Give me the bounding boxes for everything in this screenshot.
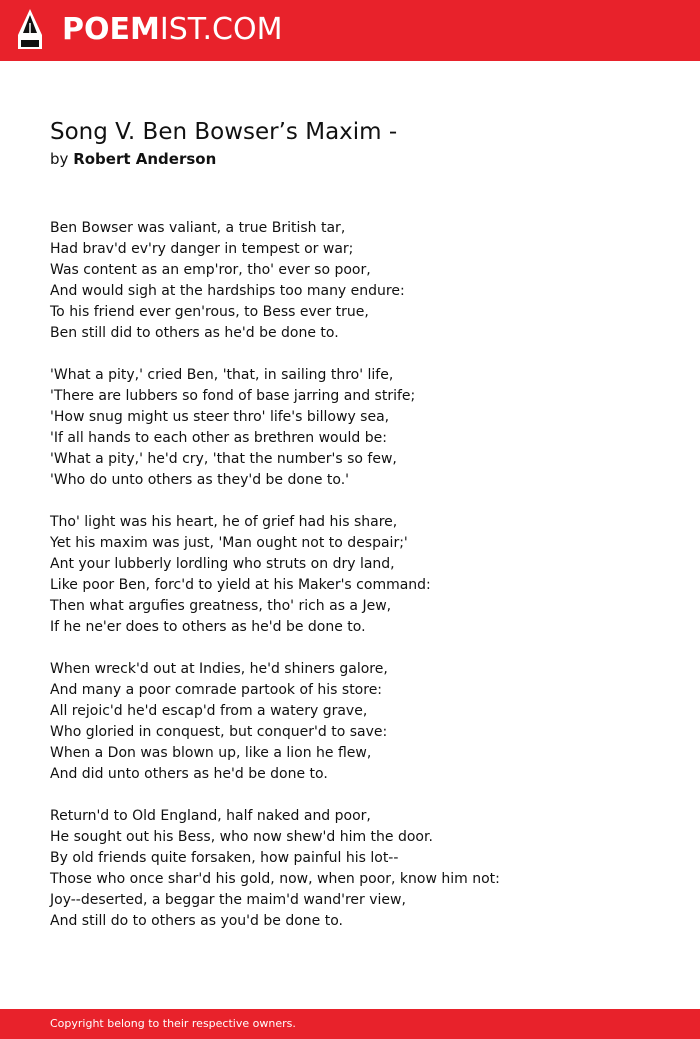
copyright-notice: Copyright belong to their respective owners. — [50, 1017, 296, 1030]
poem-line: And would sigh at the hardships too many endure: — [50, 283, 405, 299]
stanza — [50, 659, 670, 785]
pen-nib-logo-icon — [17, 9, 43, 51]
poem-line: 'There are lubbers so fond of base jarring and strife; — [50, 388, 416, 404]
poem-byline — [50, 148, 216, 170]
poem-line: 'What a pity,' cried Ben, 'that, in sailing thro' life, — [50, 367, 394, 383]
poem-line: And still do to others as you'd be done to. — [50, 913, 343, 929]
poem-line: 'If all hands to each other as brethren would be: — [50, 430, 387, 446]
poem-line: 'What a pity,' he'd cry, 'that the number's so few, — [50, 451, 397, 467]
logo-light-text: IST.COM — [159, 12, 283, 47]
poem-line: Yet his maxim was just, 'Man ought not to despair;' — [50, 535, 408, 551]
poem-line: Joy--deserted, a beggar the maim'd wand'rer view, — [50, 892, 406, 908]
poem-line: 'How snug might us steer thro' life's billowy sea, — [50, 409, 390, 425]
poem-line: All rejoic'd he'd escap'd from a watery grave, — [50, 703, 368, 719]
poem-body — [50, 218, 670, 953]
poem-line: Had brav'd ev'ry danger in tempest or war; — [50, 241, 354, 257]
stanza — [50, 365, 670, 491]
poem-line: Ben still did to others as he'd be done to. — [50, 325, 339, 341]
poem-line: Like poor Ben, forc'd to yield at his Maker's command: — [50, 577, 431, 593]
stanza — [50, 806, 670, 932]
stanza — [50, 218, 670, 344]
poem-line: When a Don was blown up, like a lion he flew, — [50, 745, 372, 761]
poem-line: Ant your lubberly lordling who struts on dry land, — [50, 556, 395, 572]
author-name: Robert Anderson — [73, 150, 217, 168]
poem-line: Those who once shar'd his gold, now, when poor, know him not: — [50, 871, 500, 887]
poem-line: When wreck'd out at Indies, he'd shiners galore, — [50, 661, 388, 677]
poem-line: And many a poor comrade partook of his store: — [50, 682, 383, 698]
poem-line: Ben Bowser was valiant, a true British tar, — [50, 220, 346, 236]
site-footer — [0, 1009, 700, 1039]
stanza — [50, 512, 670, 638]
logo-bold-text: POEM — [62, 12, 160, 47]
poem-line: And did unto others as he'd be done to. — [50, 766, 328, 782]
by-label: by — [50, 150, 69, 168]
poem-line: To his friend ever gen'rous, to Bess ever true, — [50, 304, 369, 320]
poem-line: Then what argufies greatness, tho' rich as a Jew, — [50, 598, 392, 614]
poem-line: Was content as an emp'ror, tho' ever so poor, — [50, 262, 371, 278]
poem-line: If he ne'er does to others as he'd be done to. — [50, 619, 366, 635]
poem-line: Return'd to Old England, half naked and poor, — [50, 808, 371, 824]
site-logo[interactable] — [62, 12, 282, 48]
site-header — [0, 0, 700, 61]
poem-line: By old friends quite forsaken, how painful his lot-- — [50, 850, 399, 866]
poem-line: Who gloried in conquest, but conquer'd to save: — [50, 724, 388, 740]
poem-line: Tho' light was his heart, he of grief had his share, — [50, 514, 398, 530]
poem-line: He sought out his Bess, who now shew'd him the door. — [50, 829, 433, 845]
poem-line: 'Who do unto others as they'd be done to.' — [50, 472, 349, 488]
poem-title: Song V. Ben Bowser’s Maxim - — [50, 119, 398, 145]
